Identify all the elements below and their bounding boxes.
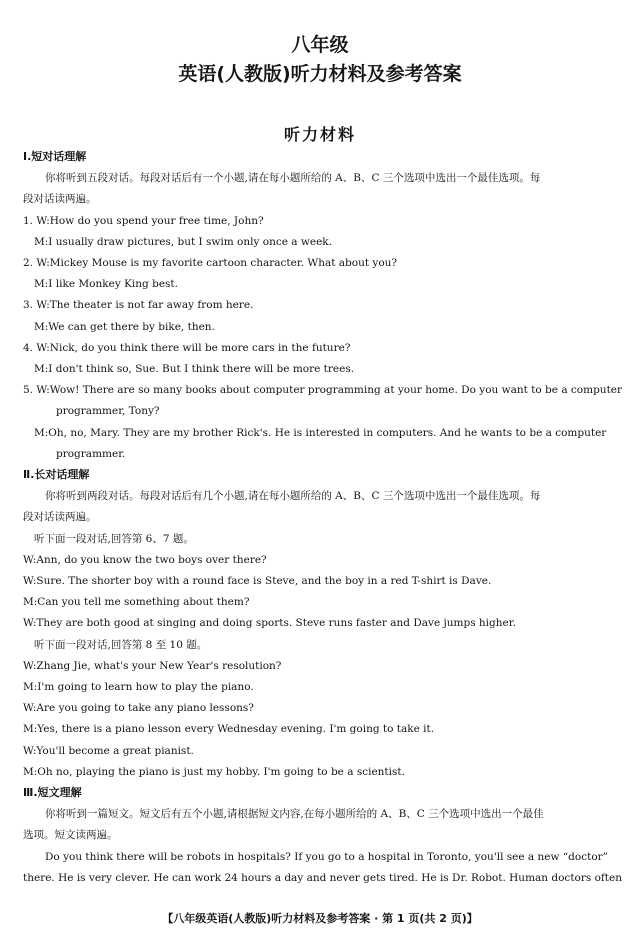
section-heading: Ⅲ.短文理解 bbox=[23, 786, 82, 799]
transcript-line: M:We can get there by bike, then. bbox=[34, 320, 215, 333]
transcript-line: M:Yes, there is a piano lesson every Wednesday evening. I'm going to take it. bbox=[23, 723, 435, 736]
transcript-line: 1. W:How do you spend your free time, John? bbox=[23, 214, 264, 227]
transcript-line: M:Oh, no, Mary. They are my brother Rick's. He is interested in computers. And he wants to be a computer bbox=[34, 426, 607, 439]
transcript-line: 听下面一段对话,回答第 8 至 10 题。 bbox=[34, 638, 208, 651]
grade-heading: 八年级 bbox=[291, 34, 349, 56]
transcript-line: 你将听到五段对话。每段对话后有一个小题,请在每小题所给的 A、B、C 三个选项中选出一个最佳选项。每 bbox=[45, 172, 541, 185]
transcript-line: M:I usually draw pictures, but I swim only once a week. bbox=[34, 235, 332, 248]
transcript-line: M:I'm going to learn how to play the piano. bbox=[23, 681, 254, 693]
transcript-line: programmer. bbox=[56, 447, 126, 460]
transcript-line: 段对话读两遍。 bbox=[23, 511, 97, 524]
transcript-line: M:I like Monkey King best. bbox=[34, 278, 178, 291]
transcript-line: M:Oh no, playing the piano is just my hobby. I'm going to be a scientist. bbox=[23, 765, 405, 778]
transcript-line: W:You'll become a great pianist. bbox=[23, 744, 194, 757]
transcript-line: M:Can you tell me something about them? bbox=[23, 596, 250, 609]
transcript-line: 4. W:Nick, do you think there will be more cars in the future? bbox=[23, 341, 351, 354]
transcript-line: 选项。短文读两遍。 bbox=[23, 829, 118, 842]
section-heading: Ⅰ.短对话理解 bbox=[23, 150, 87, 163]
transcript-line: 段对话读两遍。 bbox=[23, 193, 97, 206]
transcript-line: Do you think there will be robots in hospitals? If you go to a hospital in Toronto, you'll see a new “doctor” bbox=[45, 850, 609, 863]
transcript-line: M:I don't think so, Sue. But I think there will be more trees. bbox=[34, 363, 355, 375]
section-heading: Ⅱ.长对话理解 bbox=[23, 468, 90, 481]
document-title: 英语(人教版)听力材料及参考答案 bbox=[178, 63, 462, 85]
transcript-line: programmer, Tony? bbox=[56, 405, 160, 418]
transcript-line: 你将听到一篇短文。短文后有五个小题,请根据短文内容,在每小题所给的 A、B、C 三个选项中选出一个最佳 bbox=[45, 808, 544, 821]
transcript-line: 你将听到两段对话。每段对话后有几个小题,请在每小题所给的 A、B、C 三个选项中选出一个最佳选项。每 bbox=[45, 490, 541, 503]
transcript-line: W:Sure. The shorter boy with a round face is Steve, and the boy in a red T-shirt is Dave. bbox=[23, 575, 492, 587]
page-footer: 【八年级英语(人教版)听力材料及参考答案 · 第 1 页(共 2 页)】 bbox=[162, 912, 478, 925]
transcript-line: W:Zhang Jie, what's your New Year's resolution? bbox=[23, 659, 282, 672]
transcript-line: W:Are you going to take any piano lessons? bbox=[23, 702, 254, 715]
transcript-line: W:Ann, do you know the two boys over there? bbox=[23, 553, 267, 566]
transcript-line: W:They are both good at singing and doing sports. Steve runs faster and Dave jumps higher. bbox=[23, 617, 516, 630]
transcript-line: 5. W:Wow! There are so many books about computer programming at your home. Do you want to be a computer bbox=[23, 384, 623, 397]
transcript-line: there. He is very clever. He can work 24 hours a day and never gets tired. He is Dr. Robot. Human doctors often bbox=[23, 871, 623, 884]
transcript-line: 听下面一段对话,回答第 6、7 题。 bbox=[34, 532, 194, 545]
transcript-line: 2. W:Mickey Mouse is my favorite cartoon character. What about you? bbox=[23, 257, 398, 269]
transcript-line: 3. W:The theater is not far away from here. bbox=[23, 299, 254, 312]
section-title: 听力材料 bbox=[283, 125, 356, 144]
